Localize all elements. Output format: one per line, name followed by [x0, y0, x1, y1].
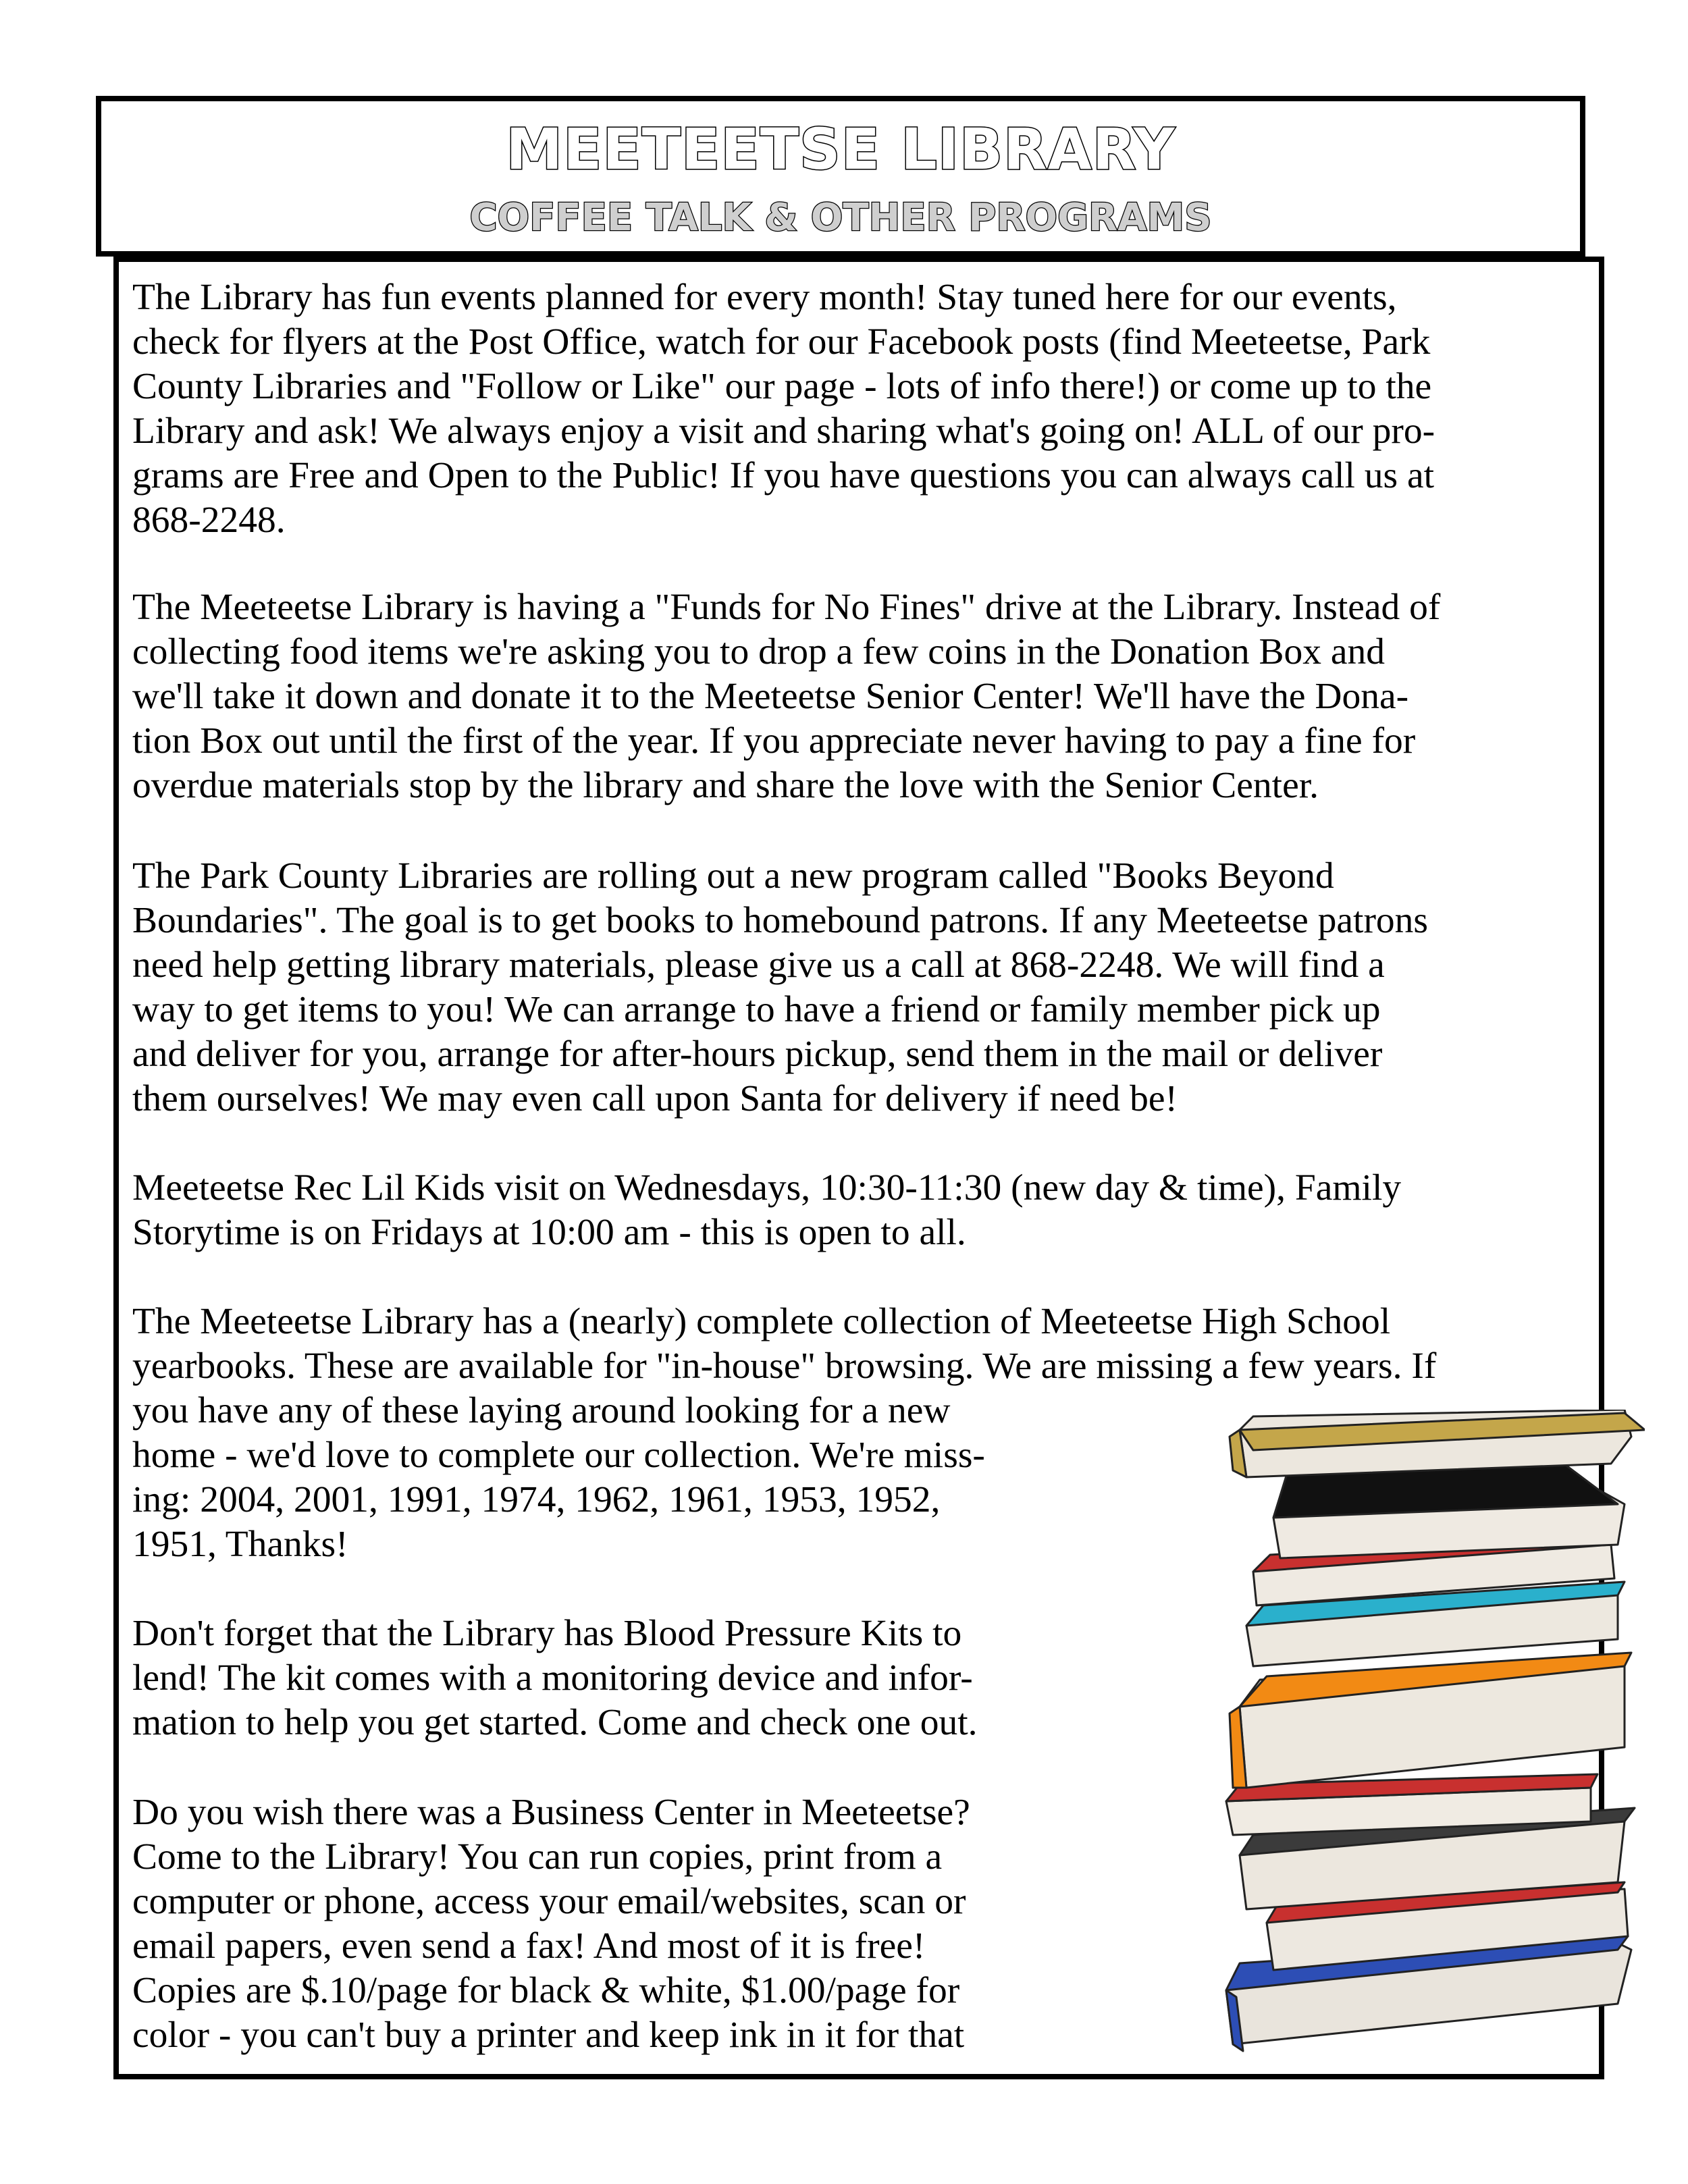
- stack-of-books-icon: [1213, 1410, 1645, 2085]
- kids-storytime-paragraph: [132, 1166, 1401, 1255]
- text-line: color - you can't buy a printer and keep ink in it for that: [132, 2015, 965, 2056]
- text-line: tion Box out until the first of the year. If you appreciate never having to pay a fine for: [132, 720, 1416, 762]
- text-line: check for flyers at the Post Office, watch for our Facebook posts (find Meeteetse, Park: [132, 321, 1431, 363]
- funds-for-no-fines-paragraph: [132, 585, 1440, 808]
- text-line: lend! The kit comes with a monitoring device and infor-: [132, 1657, 973, 1699]
- text-line: The Library has fun events planned for every month! Stay tuned here for our events,: [132, 277, 1397, 318]
- content-box: [113, 257, 1604, 2079]
- text-line: them ourselves! We may even call upon Santa for delivery if need be!: [132, 1078, 1178, 1119]
- blood-pressure-kits-paragraph: [132, 1612, 978, 1745]
- text-line: collecting food items we're asking you to drop a few coins in the Donation Box and: [132, 631, 1385, 672]
- text-line: way to get items to you! We can arrange to have a friend or family member pick up: [132, 989, 1381, 1030]
- text-line: The Park County Libraries are rolling out a new program called "Books Beyond: [132, 855, 1334, 897]
- business-center-paragraph: [132, 1790, 970, 2058]
- text-line: grams are Free and Open to the Public! If you have questions you can always call us at: [132, 455, 1435, 496]
- text-line: mation to help you get started. Come and check one out.: [132, 1702, 978, 1743]
- text-line: 868-2248.: [132, 500, 286, 541]
- text-line: Boundaries". The goal is to get books to homebound patrons. If any Meeteetse patrons: [132, 900, 1429, 941]
- intro-paragraph: [132, 275, 1435, 543]
- books-beyond-boundaries-paragraph: [132, 854, 1428, 1121]
- text-line: overdue materials stop by the library and share the love with the Senior Center.: [132, 765, 1319, 806]
- text-line: The Meeteetse Library is having a "Funds for No Fines" drive at the Library. Instead of: [132, 587, 1441, 628]
- text-line: computer or phone, access your email/websites, scan or: [132, 1881, 966, 1922]
- text-line: you have any of these laying around looking for a new: [132, 1390, 951, 1431]
- text-line: Library and ask! We always enjoy a visit and sharing what's going on! ALL of our pro-: [132, 410, 1435, 452]
- text-line: home - we'd love to complete our collection. We're miss-: [132, 1435, 985, 1476]
- text-line: we'll take it down and donate it to the Meeteetse Senior Center! We'll have the Dona-: [132, 676, 1409, 717]
- page-subtitle: COFFEE TALK & OTHER PROGRAMS: [469, 196, 1212, 240]
- text-line: Come to the Library! You can run copies, print from a: [132, 1836, 943, 1877]
- header-box: [96, 96, 1585, 257]
- text-line: need help getting library materials, please give us a call at 868-2248. We will find a: [132, 944, 1385, 986]
- text-line: The Meeteetse Library has a (nearly) complete collection of Meeteetse High School: [132, 1301, 1391, 1342]
- text-line: ing: 2004, 2001, 1991, 1974, 1962, 1961, 1953, 1952,: [132, 1479, 941, 1520]
- text-line: Storytime is on Fridays at 10:00 am - this is open to all.: [132, 1212, 966, 1253]
- text-line: 1951, Thanks!: [132, 1524, 348, 1565]
- text-line: yearbooks. These are available for "in-house" browsing. We are missing a few years. If: [132, 1346, 1437, 1387]
- text-line: County Libraries and "Follow or Like" our page - lots of info there!) or come up to the: [132, 366, 1432, 407]
- text-line: Meeteetse Rec Lil Kids visit on Wednesdays, 10:30-11:30 (new day & time), Family: [132, 1167, 1402, 1208]
- page-title: MEETEETSE LIBRARY: [506, 116, 1176, 182]
- text-line: email papers, even send a fax! And most of it is free!: [132, 1925, 926, 1967]
- text-line: Don't forget that the Library has Blood Pressure Kits to: [132, 1613, 962, 1654]
- text-line: and deliver for you, arrange for after-hours pickup, send them in the mail or deliver: [132, 1034, 1383, 1075]
- text-line: Do you wish there was a Business Center in Meeteetse?: [132, 1792, 970, 1833]
- text-line: Copies are $.10/page for black & white, $1.00/page for: [132, 1970, 960, 2011]
